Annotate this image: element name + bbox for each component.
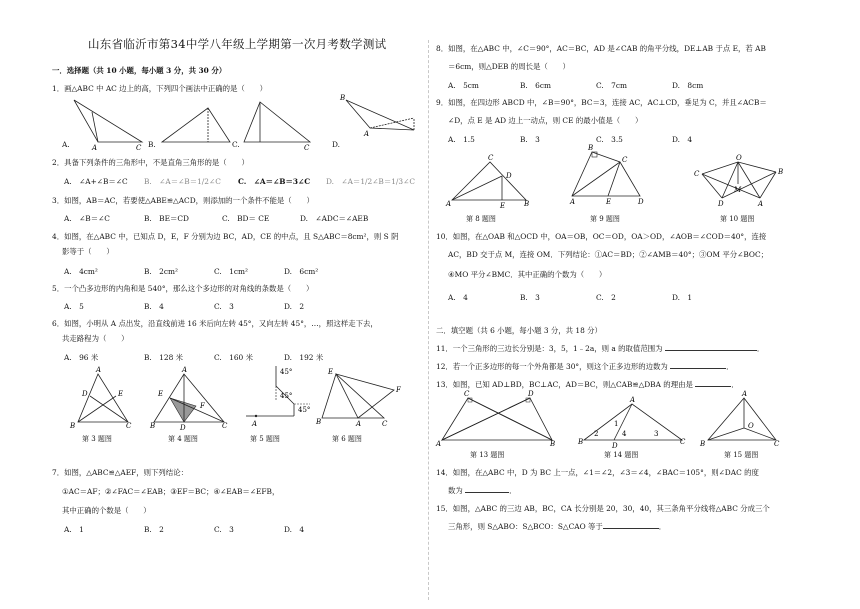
q1-figure-a <box>70 98 150 152</box>
svg-text:A: A <box>182 366 188 374</box>
svg-text:C: C <box>304 144 310 152</box>
q13-answer-blank[interactable] <box>695 386 731 387</box>
q1-option-b: B. <box>148 140 156 149</box>
question-3: 3．如图，AB＝AC，若要使△ABE≌△ACD，则添加的一个条件不能是（ ） <box>52 196 314 205</box>
question-14-cont: 数为 ． <box>448 486 517 495</box>
q10-option-a: A. 4 <box>448 293 468 302</box>
svg-text:D: D <box>612 442 618 450</box>
caption-q15: 第 15 题图 <box>724 451 759 459</box>
q9-option-c: C. 3.5 <box>596 135 623 144</box>
question-9: 9．如图，在四边形 ABCD 中，∠B＝90°，BC＝3，连接 AC，AC⊥CD，垂足为 C，并且∠ACB＝ <box>436 98 767 107</box>
svg-text:E: E <box>500 202 506 210</box>
q15-text2: 三角形，则 S△ABO：S△BCO：S△CAO 等于 <box>448 522 603 531</box>
svg-text:A: A <box>758 200 764 208</box>
svg-text:B: B <box>578 438 584 446</box>
svg-text:D: D <box>638 198 644 206</box>
question-15: 15．如图，△ABC 的三边 AB，BC，CA 长分别是 20，30，40，其三条角平分线将△ABC 分成三个 <box>436 504 770 513</box>
caption-q5: 第 5 题图 <box>250 435 280 443</box>
svg-text:B: B <box>700 440 706 448</box>
figure-q13 <box>436 390 556 448</box>
q11-text: 11．一个三角形的三边长分别是：3，5，1﹣2a，则 a 的取值范围为 <box>436 344 663 353</box>
svg-text:E: E <box>158 390 164 398</box>
svg-text:F: F <box>396 386 401 394</box>
svg-text:3: 3 <box>654 430 659 438</box>
question-13: 13．如图，已知 AD⊥BD，BC⊥AC，AD＝BC，则△CAB≌△DBA 的理由是 ． <box>436 380 739 389</box>
question-7-statements: ①AC＝AF；②∠FAC＝∠EAB；③EF＝BC；④∠EAB＝∠EFB， <box>62 487 280 496</box>
question-10-cont: ④MO 平分∠BMC．其中正确的个数为（ ） <box>448 270 607 279</box>
svg-text:B: B <box>316 418 322 426</box>
svg-text:E: E <box>606 198 612 206</box>
q6-option-a: A. 96 米 <box>64 353 99 362</box>
question-10-statements: AC，BD 交于点 M，连接 OM．下列结论：①AC＝BD；②∠AMB＝40°；③OM 平分∠BOC； <box>448 250 769 259</box>
svg-text:B: B <box>550 440 556 448</box>
q7-option-d: D. 4 <box>284 525 305 534</box>
question-2: 2．具备下列条件的三角形中，不是直角三角形的是（ ） <box>52 158 249 167</box>
q8-option-a: A. 5cm <box>448 81 479 90</box>
svg-text:O: O <box>736 154 742 162</box>
caption-q14: 第 14 题图 <box>604 451 639 459</box>
q4-option-d: D. 6cm² <box>284 267 319 276</box>
q5-option-d: D. 2 <box>284 302 305 311</box>
q1-figure-d <box>340 96 420 144</box>
svg-text:C: C <box>382 420 388 428</box>
question-9-cont: ∠D，点 E 是 AD 边上一动点，则 CE 的最小值是（ ） <box>448 116 643 125</box>
q1-option-a: A. <box>62 140 70 149</box>
caption-q10: 第 10 题图 <box>720 215 755 223</box>
svg-text:C: C <box>774 440 780 448</box>
svg-text:B: B <box>340 94 346 102</box>
svg-text:C: C <box>222 422 228 430</box>
question-14: 14．如图，在△ABC 中，D 为 BC 上一点，∠1＝∠2，∠3＝∠4，∠BAC＝105°，则∠DAC 的度 <box>436 468 759 477</box>
q8-option-d: D. 8cm <box>672 81 704 90</box>
question-5: 5．一个凸多边形的内角和是 540°，那么这个多边形的对角线的条数是（ ） <box>52 284 314 293</box>
q10-option-d: D. 1 <box>672 293 693 302</box>
q6-option-b: B. 128 米 <box>144 353 184 362</box>
svg-text:O: O <box>748 422 754 430</box>
q15-answer-blank[interactable] <box>603 528 659 529</box>
svg-text:A: A <box>364 130 370 138</box>
svg-text:A: A <box>570 198 576 206</box>
svg-text:4: 4 <box>622 430 627 438</box>
page-title: 山东省临沂市第34中学八年级上学期第一次月考数学测试 <box>88 37 387 51</box>
q5-option-c: C. 3 <box>214 302 234 311</box>
svg-text:B: B <box>778 168 784 176</box>
svg-text:2: 2 <box>594 430 599 438</box>
question-12: 12．若一个正多边形的每一个外角都是 30°，则这个正多边形的边数为 ． <box>436 362 734 371</box>
q12-answer-blank[interactable] <box>670 368 726 369</box>
q1-figure-b <box>158 98 238 146</box>
figure-q6 <box>316 368 401 428</box>
svg-text:B: B <box>588 144 594 152</box>
question-1: 1．画△ABC 中 AC 边上的高，下列四个画法中正确的是（ ） <box>52 84 267 93</box>
question-7-cont: 其中正确的个数是（ ） <box>62 506 151 515</box>
question-10: 10．如图，在△OAB 和△OCD 中，OA＝OB，OC＝OD，OA＞OD，∠AOB＝∠COD＝40°，连接 <box>436 232 767 241</box>
figure-q8 <box>446 154 530 210</box>
q1-option-c: C. <box>232 140 240 149</box>
svg-text:A: A <box>436 440 442 448</box>
svg-text:B: B <box>524 200 530 208</box>
figure-q5 <box>250 364 310 428</box>
figure-q14 <box>578 396 692 450</box>
section-fill-heading: 二．填空题（共 6 小题，每小题 3 分，共 18 分） <box>436 326 602 335</box>
q9-option-d: D. 4 <box>672 135 693 144</box>
svg-text:A: A <box>742 390 748 398</box>
svg-text:45°: 45° <box>280 368 293 376</box>
svg-text:A: A <box>92 144 98 152</box>
q7-option-c: C. 3 <box>214 525 234 534</box>
q7-option-b: B. 2 <box>144 525 164 534</box>
caption-q13: 第 13 题图 <box>470 451 505 459</box>
svg-text:D: D <box>506 172 512 180</box>
svg-text:A: A <box>356 420 362 428</box>
question-7: 7．如图，△ABC≌△AEF，则下列结论： <box>52 468 188 477</box>
svg-text:45°: 45° <box>298 406 311 414</box>
figure-q10 <box>694 154 788 208</box>
svg-text:C: C <box>622 156 628 164</box>
svg-text:C: C <box>136 144 142 152</box>
caption-q8: 第 8 题图 <box>466 215 496 223</box>
svg-text:C: C <box>694 170 700 178</box>
svg-text:C: C <box>464 390 470 398</box>
q4-option-b: B. 2cm² <box>144 267 178 276</box>
figure-q9 <box>568 144 648 206</box>
q2-option-c: C. ∠A＝∠B＝3∠C <box>238 177 311 186</box>
q9-option-a: A. 1.5 <box>448 135 475 144</box>
q6-option-c: C. 160 米 <box>214 353 253 362</box>
q2-option-a: A. ∠A+∠B＝∠C <box>64 177 128 186</box>
q9-option-b: B. 3 <box>520 135 540 144</box>
q14-answer-blank[interactable] <box>465 492 509 493</box>
svg-text:45°: 45° <box>280 392 293 400</box>
question-11: 11．一个三角形的三边长分别是：3，5，1﹣2a，则 a 的取值范围为 ． <box>436 344 765 353</box>
svg-text:E: E <box>118 390 124 398</box>
q11-answer-blank[interactable] <box>665 350 757 351</box>
q12-text: 12．若一个正多边形的每一个外角都是 30°，则这个正多边形的边数为 <box>436 362 668 371</box>
section-choice-heading: 一．选择题（共 10 小题，每小题 3 分，共 30 分） <box>52 66 227 75</box>
q6-option-d: D. 192 米 <box>284 353 324 362</box>
q3-option-a: A. ∠B＝∠C <box>64 214 110 223</box>
svg-text:F: F <box>200 402 205 410</box>
caption-q3: 第 3 题图 <box>82 435 112 443</box>
svg-text:D: D <box>180 424 186 432</box>
figure-q4 <box>150 366 230 432</box>
svg-text:A: A <box>446 200 452 208</box>
q2-option-b: B. ∠A＝∠B＝1/2∠C <box>144 177 221 186</box>
caption-q4: 第 4 题图 <box>168 435 198 443</box>
svg-text:B: B <box>150 422 156 430</box>
question-6-cont: 共走路程为（ ） <box>62 334 129 343</box>
q10-option-c: C. 2 <box>596 293 616 302</box>
svg-text:A: A <box>96 366 102 374</box>
column-divider <box>428 40 429 600</box>
question-8: 8．如图，在△ABC 中，∠C＝90°，AC＝BC，AD 是∠CAB 的角平分线，DE⊥AB 于点 E，若 AB <box>436 44 766 53</box>
q4-option-c: C. 1cm² <box>214 267 248 276</box>
q3-option-d: D. ∠ADC＝∠AEB <box>300 214 369 223</box>
caption-q6: 第 6 题图 <box>332 435 362 443</box>
figure-q3 <box>70 366 140 430</box>
caption-q9: 第 9 题图 <box>590 215 620 223</box>
q5-option-b: B. 4 <box>144 302 164 311</box>
svg-text:A: A <box>252 420 258 428</box>
svg-text:M: M <box>734 186 742 194</box>
q8-option-c: C. 7cm <box>596 81 627 90</box>
svg-text:E: E <box>328 368 334 376</box>
q5-option-a: A. 5 <box>64 302 84 311</box>
figure-q15 <box>700 390 784 448</box>
q14-text2: 数为 <box>448 486 463 495</box>
q13-text: 13．如图，已知 AD⊥BD，BC⊥AC，AD＝BC，则△CAB≌△DBA 的理由是 <box>436 380 693 389</box>
q4-option-a: A. 4cm² <box>64 267 98 276</box>
question-15-cont: 三角形，则 S△ABO：S△BCO：S△CAO 等于 ． <box>448 522 667 531</box>
q3-option-b: B. BE＝CD <box>144 214 189 223</box>
question-8-cont: ＝6cm，则△DEB 的周长是（ ） <box>448 62 570 71</box>
question-4: 4．如图，在△ABC 中，已知点 D，E，F 分别为边 BC，AD，CE 的中点，且 S△ABC＝8cm²，则 S 阴 <box>52 232 399 241</box>
svg-text:D: D <box>82 390 88 398</box>
svg-text:B: B <box>70 422 76 430</box>
svg-text:D: D <box>528 390 534 398</box>
q3-option-c: C. BD＝ CE <box>222 214 270 223</box>
svg-text:1: 1 <box>614 420 619 428</box>
q2-option-d: D. ∠A＝1/2∠B＝1/3∠C <box>326 177 415 186</box>
q7-option-a: A. 1 <box>64 525 84 534</box>
question-4-cont: 影等于（ ） <box>62 247 114 256</box>
q8-option-b: B. 6cm <box>520 81 552 90</box>
svg-text:C: C <box>680 438 686 446</box>
question-6: 6．如图，小明从 A 点出发，沿直线前进 16 米后向左转 45°，又向左转 45°，…，照这样走下去， <box>52 319 378 328</box>
q1-figure-c <box>240 98 320 152</box>
q10-option-b: B. 3 <box>520 293 540 302</box>
svg-text:D: D <box>718 200 724 208</box>
svg-text:C: C <box>488 154 494 162</box>
q1-option-d: D. <box>332 140 341 149</box>
svg-text:A: A <box>630 396 636 404</box>
svg-text:C: C <box>126 422 132 430</box>
